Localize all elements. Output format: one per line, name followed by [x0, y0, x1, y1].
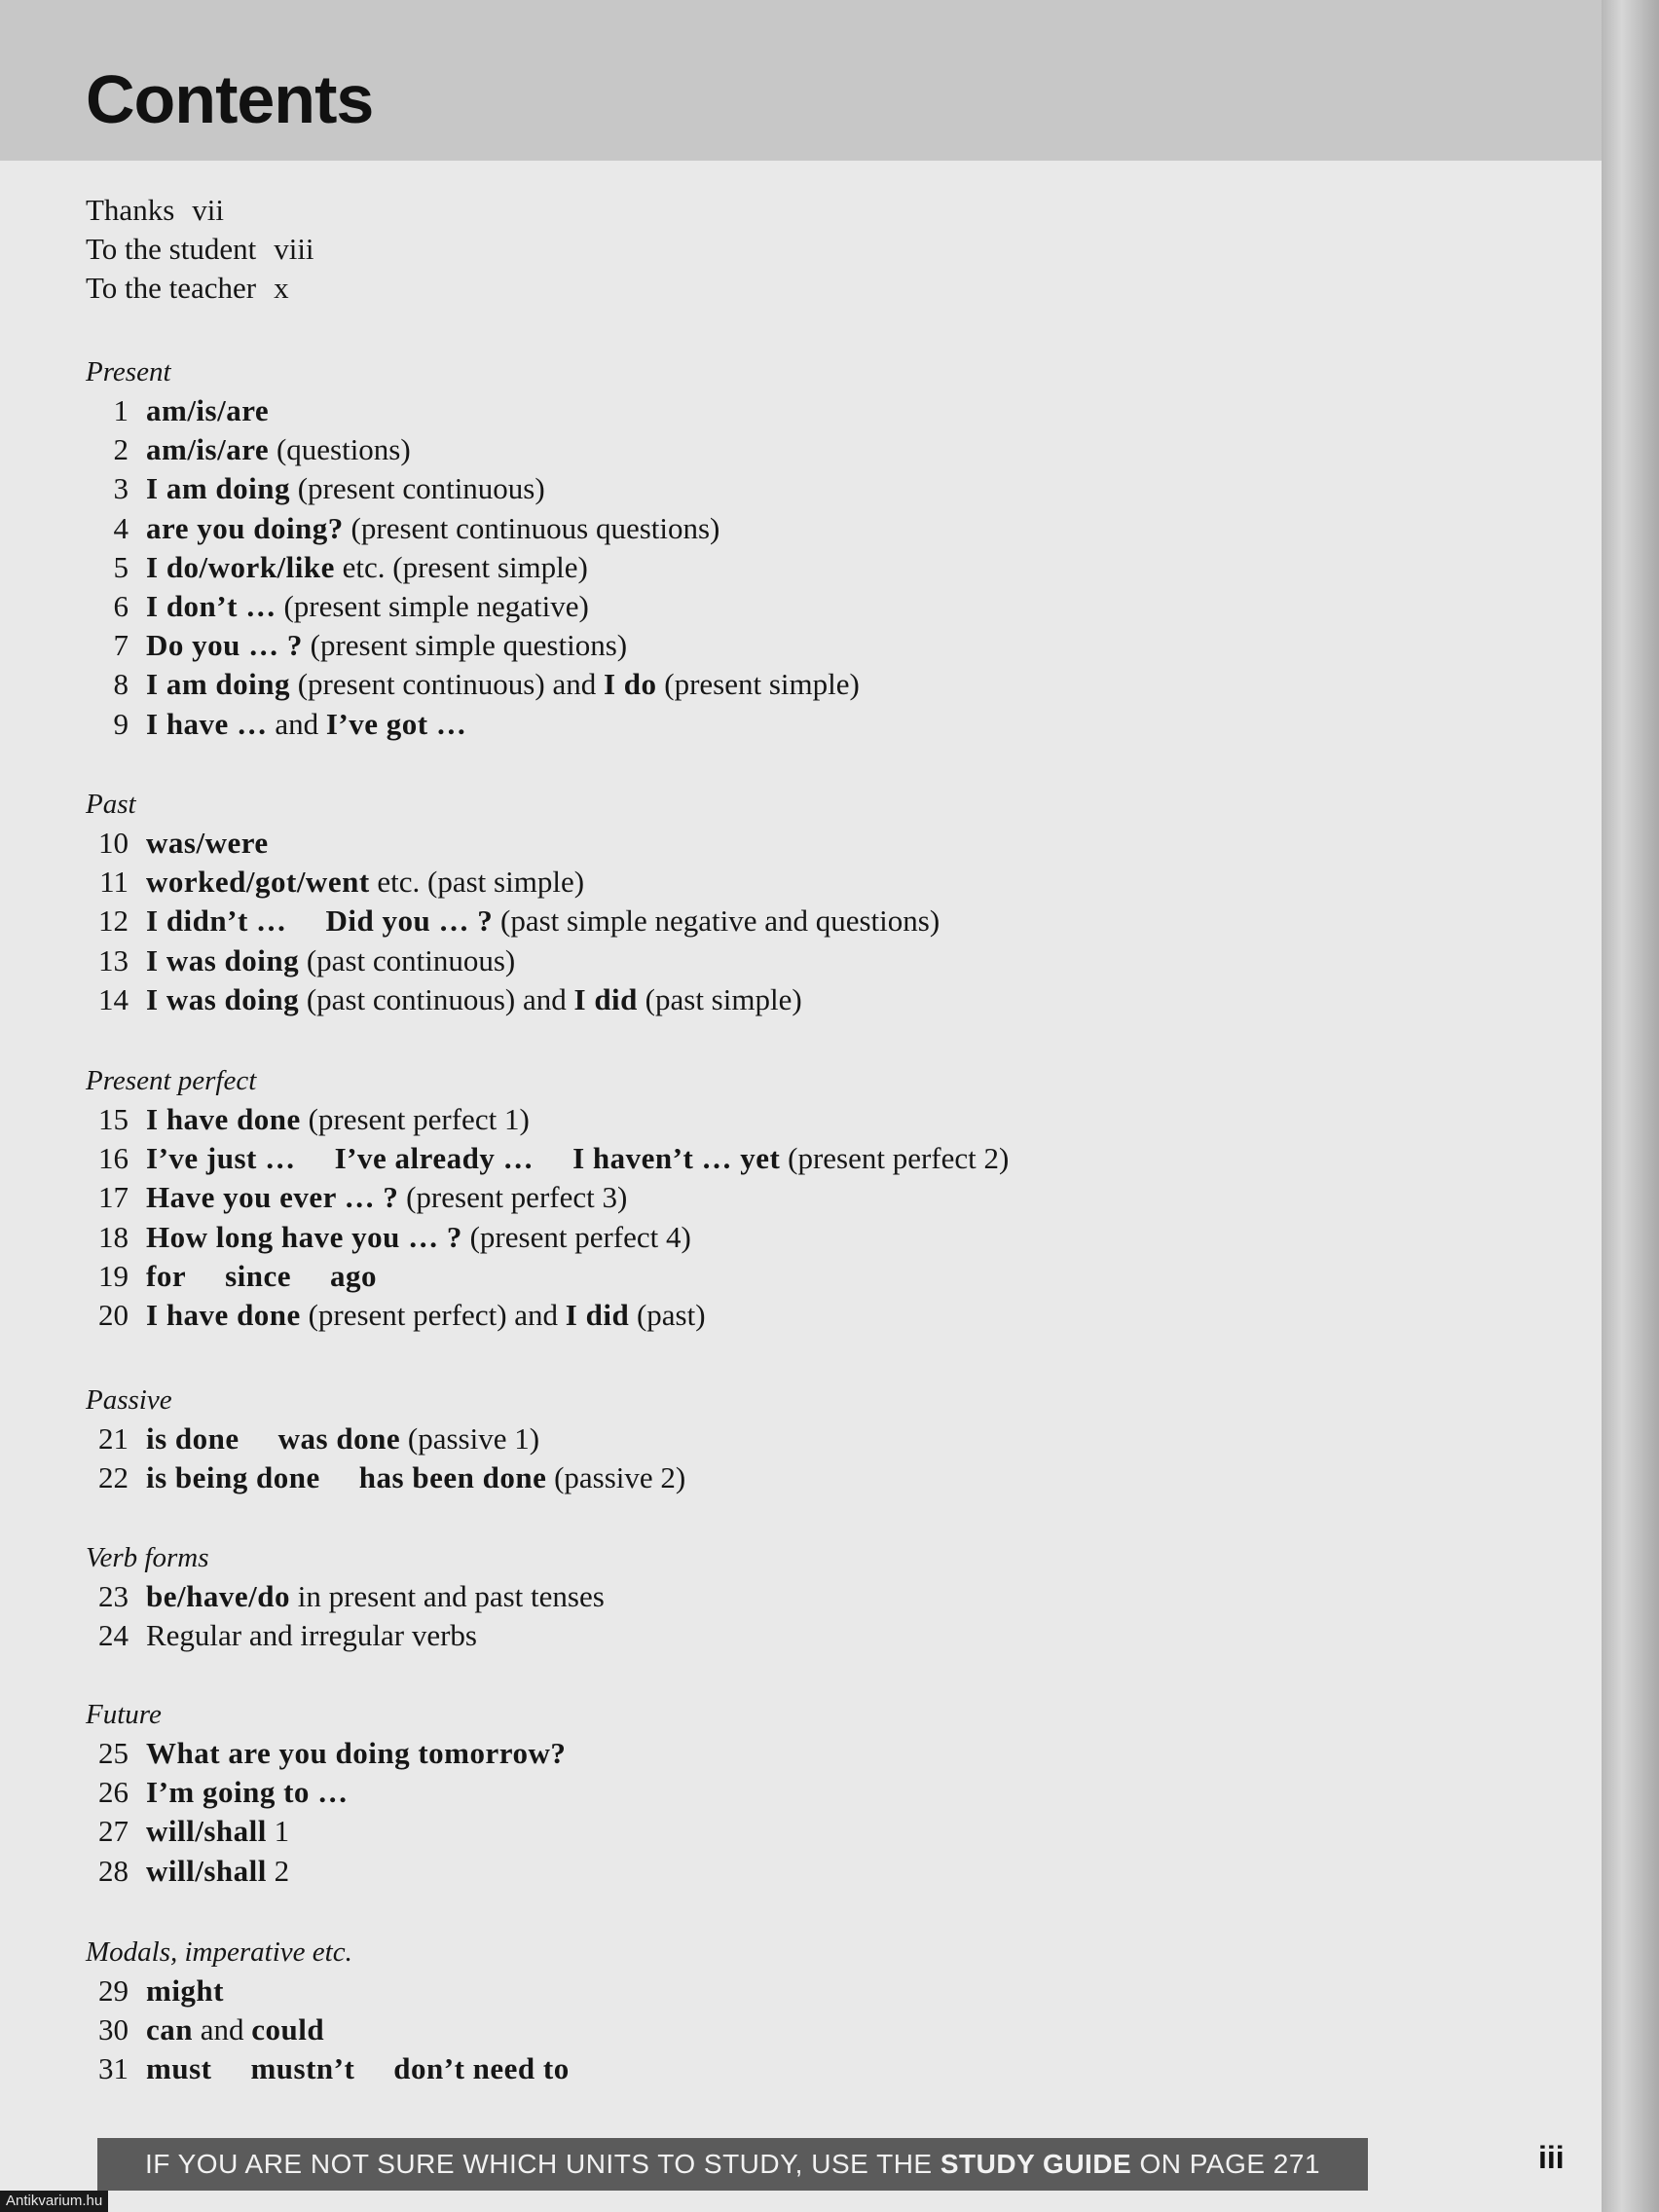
banner-text-prefix: IF YOU ARE NOT SURE WHICH UNITS TO STUDY, USE THE: [144, 2149, 940, 2179]
unit-title-text: (past): [629, 1297, 706, 1332]
unit-number: 13: [98, 942, 129, 977]
unit-number: 16: [98, 1141, 129, 1176]
section-title: Verb forms: [86, 1542, 209, 1573]
unit-title-text: etc. (past simple): [369, 865, 585, 900]
front-matter-item: [86, 269, 314, 308]
unit-number: 8: [113, 667, 129, 702]
unit-entry: [86, 626, 860, 665]
unit-number: 20: [98, 1297, 129, 1332]
unit-title-bold: I am doing: [146, 471, 290, 506]
unit-number: 7: [113, 628, 129, 663]
contents-section: [86, 1061, 1009, 1335]
contents-section: [86, 1538, 605, 1655]
unit-title-text: (present simple negative): [276, 588, 589, 623]
unit-title-bold: I haven’t … yet: [572, 1141, 781, 1176]
unit-number: 27: [98, 1814, 129, 1849]
unit-entry: [86, 1972, 570, 2010]
unit-number: 1: [113, 393, 129, 427]
unit-title-bold: will/shall: [146, 1853, 267, 1888]
unit-entry: [86, 705, 860, 744]
unit-entry: [86, 1577, 605, 1616]
unit-entry: [86, 1296, 1009, 1335]
unit-entry: [86, 1852, 566, 1891]
unit-title-bold: since: [225, 1258, 292, 1293]
unit-number: 4: [113, 510, 129, 545]
front-matter-label: Thanks: [86, 193, 175, 227]
page-edge: [1602, 0, 1659, 2212]
contents-section: [86, 1695, 566, 1891]
unit-title-bold: I have …: [146, 706, 268, 741]
unit-title-bold: is being done: [146, 1460, 320, 1495]
unit-title-bold: don’t need to: [393, 2051, 570, 2086]
unit-entry: [86, 1178, 1009, 1217]
contents-section: [86, 352, 860, 744]
front-matter-label: To the student: [86, 232, 257, 266]
unit-title-text: (present continuous): [289, 471, 545, 506]
unit-entry: [86, 941, 940, 980]
unit-title-bold: I’ve already …: [334, 1141, 535, 1176]
banner-text-bold: STUDY GUIDE: [940, 2149, 1132, 2179]
unit-title-bold: How long have you … ?: [146, 1219, 462, 1254]
unit-title-text: (present perfect 1): [300, 1102, 530, 1136]
unit-number: 11: [99, 865, 129, 900]
unit-entry: [86, 1812, 566, 1851]
section-title: Present: [86, 356, 171, 387]
unit-title-text: 2: [266, 1853, 290, 1888]
unit-title-bold: I was doing: [146, 942, 300, 977]
unit-title-bold: was/were: [146, 826, 269, 860]
unit-title-text: (past simple): [637, 981, 802, 1016]
unit-number: 22: [98, 1460, 129, 1495]
unit-entry: [86, 1616, 605, 1655]
unit-title-text: 1: [266, 1814, 290, 1849]
front-matter: [86, 191, 314, 308]
unit-title-bold: I do: [603, 667, 657, 702]
unit-title-text: (past continuous) and: [299, 981, 574, 1016]
section-title: Past: [86, 789, 136, 820]
unit-title-bold: I do/work/like: [146, 549, 335, 584]
unit-number: 21: [98, 1421, 129, 1456]
unit-title-bold: am/is/are: [146, 432, 270, 467]
unit-title-text: (questions): [269, 432, 411, 467]
unit-title-bold: must: [146, 2051, 212, 2086]
contents-section: [86, 1381, 685, 1497]
unit-entry: [86, 469, 860, 508]
unit-entry: [86, 824, 940, 863]
unit-title-bold: could: [251, 2012, 325, 2047]
unit-title-bold: I didn’t …: [146, 903, 287, 939]
unit-title-text: (present simple questions): [302, 628, 628, 663]
unit-number: 9: [113, 706, 129, 741]
unit-title-text: (past simple negative and questions): [493, 903, 940, 939]
unit-title-bold: I did: [565, 1297, 630, 1332]
front-matter-item: [86, 191, 314, 230]
unit-number: 10: [98, 826, 129, 860]
unit-number: 19: [98, 1258, 129, 1293]
unit-entry: [86, 1773, 566, 1812]
unit-title-bold: I am doing: [146, 667, 290, 702]
unit-number: 6: [113, 588, 129, 623]
front-matter-page: viii: [274, 232, 314, 266]
unit-title-bold: will/shall: [146, 1814, 267, 1849]
front-matter-label: To the teacher: [86, 271, 257, 305]
unit-title-bold: has been done: [358, 1460, 547, 1495]
unit-entry: [86, 548, 860, 587]
unit-title-text: in present and past tenses: [289, 1579, 605, 1613]
unit-number: 15: [98, 1102, 129, 1136]
unit-title-text: Regular and irregular verbs: [146, 1618, 478, 1653]
unit-number: 23: [98, 1579, 129, 1613]
unit-title-text: etc. (present simple): [334, 549, 588, 584]
unit-number: 14: [98, 981, 129, 1016]
unit-title-bold: I have done: [146, 1102, 301, 1136]
watermark: Antikvarium.hu: [0, 2191, 108, 2212]
contents-section: [86, 1933, 570, 2089]
unit-title-bold: might: [146, 1973, 224, 2008]
front-matter-page: x: [274, 271, 289, 305]
unit-title-text: (present simple): [656, 667, 860, 702]
unit-entry: [86, 509, 860, 548]
unit-title-text: and: [193, 2012, 252, 2047]
unit-title-text: (passive 1): [400, 1421, 540, 1456]
unit-entry: [86, 1257, 1009, 1296]
section-title: Passive: [86, 1384, 172, 1416]
unit-entry: [86, 1419, 685, 1458]
unit-title-bold: What are you doing tomorrow?: [146, 1736, 567, 1770]
unit-title-bold: I don’t …: [146, 588, 276, 623]
unit-title-bold: I’ve got …: [325, 706, 467, 741]
unit-title-bold: Have you ever … ?: [146, 1180, 399, 1215]
unit-title-text: (present perfect 2): [780, 1141, 1010, 1176]
unit-title-bold: worked/got/went: [146, 865, 370, 900]
unit-title-text: (present perfect 3): [398, 1180, 628, 1215]
unit-title-text: (present continuous questions): [343, 510, 720, 545]
contents-section: [86, 785, 940, 1019]
study-guide-banner: [97, 2138, 1368, 2191]
unit-title-bold: Did you … ?: [325, 903, 494, 939]
page-number: iii: [1538, 2140, 1565, 2175]
unit-entry: [86, 980, 940, 1019]
unit-number: 26: [98, 1775, 129, 1810]
unit-number: 28: [98, 1853, 129, 1888]
unit-title-bold: be/have/do: [146, 1579, 290, 1613]
unit-title-bold: I’m going to …: [146, 1775, 349, 1810]
unit-title-bold: ago: [330, 1258, 378, 1293]
unit-entry: [86, 1458, 685, 1497]
unit-title-text: and: [267, 706, 326, 741]
unit-entry: [86, 2010, 570, 2049]
unit-entry: [86, 430, 860, 469]
front-matter-page: vii: [192, 193, 224, 227]
unit-title-bold: was done: [277, 1421, 401, 1456]
unit-entry: [86, 1100, 1009, 1139]
unit-entry: [86, 2049, 570, 2088]
section-title: Future: [86, 1699, 162, 1730]
unit-number: 30: [98, 2012, 129, 2047]
unit-title-bold: can: [146, 2012, 193, 2047]
page-title: Contents: [86, 61, 374, 137]
unit-entry: [86, 587, 860, 626]
unit-title-text: (present perfect 4): [461, 1219, 691, 1254]
unit-entry: [86, 1218, 1009, 1257]
unit-number: 25: [98, 1736, 129, 1770]
unit-title-text: (past continuous): [299, 942, 516, 977]
front-matter-item: [86, 230, 314, 269]
unit-number: 2: [113, 432, 129, 467]
unit-number: 12: [98, 903, 129, 939]
unit-entry: [86, 665, 860, 704]
unit-title-bold: is done: [146, 1421, 240, 1456]
unit-entry: [86, 1734, 566, 1773]
unit-title-bold: I’ve just …: [146, 1141, 296, 1176]
unit-title-bold: are you doing?: [146, 510, 344, 545]
unit-title-bold: am/is/are: [146, 393, 270, 427]
unit-number: 31: [98, 2051, 129, 2086]
unit-title-bold: I have done: [146, 1297, 301, 1332]
unit-title-bold: for: [146, 1258, 187, 1293]
unit-title-bold: I did: [573, 981, 638, 1016]
unit-title-text: (present perfect) and: [300, 1297, 566, 1332]
unit-entry: [86, 1139, 1009, 1178]
unit-entry: [86, 902, 940, 940]
unit-number: 3: [113, 471, 129, 506]
unit-number: 5: [113, 549, 129, 584]
unit-title-text: (present continuous) and: [289, 667, 604, 702]
unit-entry: [86, 863, 940, 902]
unit-title-bold: Do you … ?: [146, 628, 303, 663]
section-title: Modals, imperative etc.: [86, 1936, 352, 1968]
unit-title-bold: I was doing: [146, 981, 300, 1016]
unit-title-bold: mustn’t: [250, 2051, 355, 2086]
unit-number: 24: [98, 1618, 129, 1653]
unit-number: 29: [98, 1973, 129, 2008]
unit-entry: [86, 391, 860, 430]
unit-number: 17: [98, 1180, 129, 1215]
section-title: Present perfect: [86, 1065, 257, 1096]
unit-title-text: (passive 2): [546, 1460, 686, 1495]
banner-text-suffix: ON PAGE 271: [1131, 2149, 1321, 2179]
unit-number: 18: [98, 1219, 129, 1254]
